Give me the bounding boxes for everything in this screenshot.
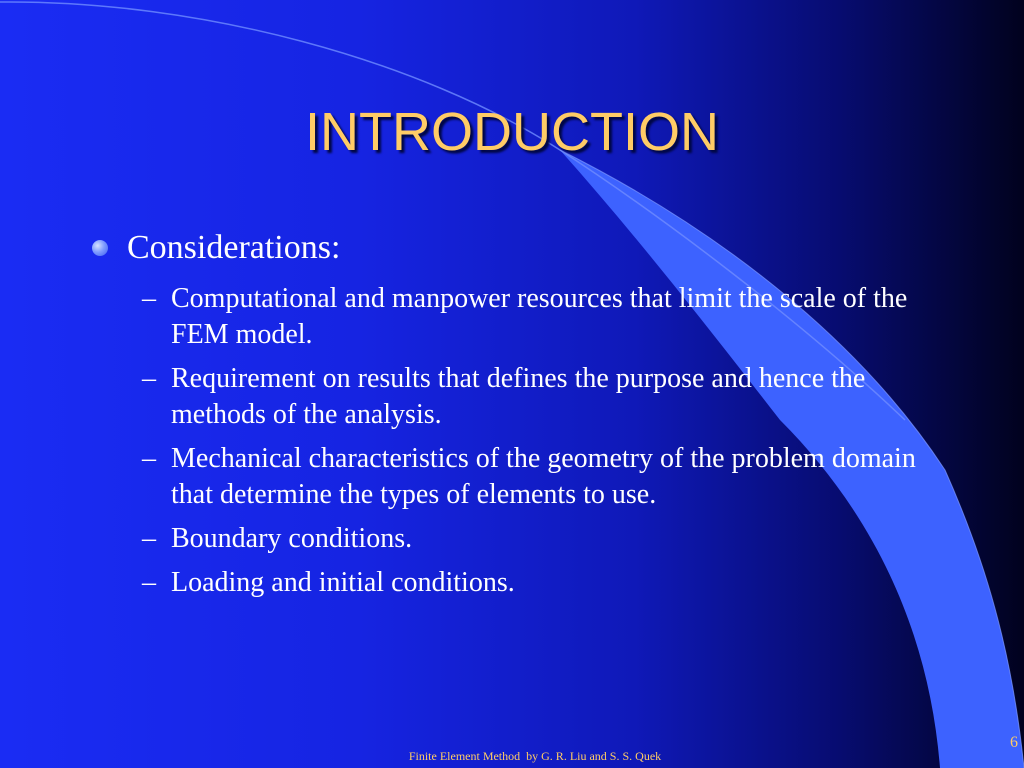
sub-bullet-text: Loading and initial conditions.	[171, 567, 515, 598]
bullet-dot-icon	[92, 240, 108, 256]
bullet-considerations	[92, 228, 340, 268]
dash-bullet-icon: –	[142, 443, 156, 474]
dash-bullet-icon: –	[142, 523, 156, 554]
sub-bullet-text: Computational and manpower resources that limit the scale of the FEM model.	[171, 283, 908, 350]
page-number: 6	[1010, 734, 1018, 751]
sub-bullet-text: Boundary conditions.	[171, 523, 413, 554]
sub-bullet-item	[142, 565, 942, 601]
bullet-text: Considerations:	[127, 229, 341, 266]
sub-bullet-item	[142, 441, 942, 513]
dash-bullet-icon: –	[142, 567, 156, 598]
dash-bullet-icon: –	[142, 283, 156, 314]
sub-bullet-item	[142, 521, 942, 557]
slide-footer: Finite Element Method by G. R. Liu and S. S. Quek	[408, 749, 662, 763]
sub-bullet-text: Mechanical characteristics of the geometry of the problem domain that determine the types of elements to use.	[171, 443, 916, 510]
sub-bullet-item	[142, 281, 942, 353]
sub-bullet-item	[142, 361, 942, 433]
dash-bullet-icon: –	[142, 363, 156, 394]
slide-title: INTRODUCTION	[305, 102, 719, 162]
sub-bullet-text: Requirement on results that defines the purpose and hence the methods of the analysis.	[171, 363, 866, 430]
sub-bullet-list	[142, 281, 942, 609]
